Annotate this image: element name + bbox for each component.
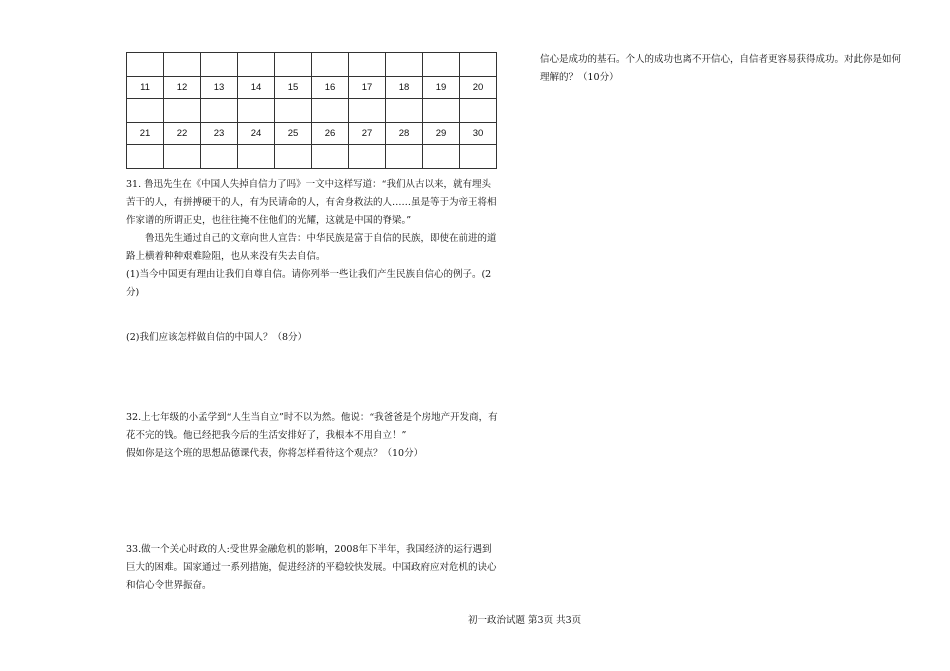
question-number-cell: 21 xyxy=(127,123,164,145)
question-31-sub2: (2)我们应该怎样做自信的中国人？（8分） xyxy=(126,332,308,343)
question-number-cell: 16 xyxy=(312,77,349,99)
right-column xyxy=(540,51,905,87)
question-number-cell: 23 xyxy=(201,123,238,145)
question-number-cell: 11 xyxy=(127,77,164,99)
question-number-cell: 28 xyxy=(386,123,423,145)
answer-cell[interactable] xyxy=(201,53,238,77)
answer-row xyxy=(127,53,497,77)
question-33-continuation: 信心是成功的基石。个人的成功也离不开信心，自信者更容易获得成功。对此你是如何理解的？（10分） xyxy=(540,54,902,83)
answer-cell[interactable] xyxy=(460,53,497,77)
question-number-cell: 12 xyxy=(164,77,201,99)
question-number-cell: 19 xyxy=(423,77,460,99)
answer-cell[interactable] xyxy=(201,145,238,169)
question-33-text: 33.做一个关心时政的人:受世界金融危机的影响，2008年下半年，我国经济的运行遇到巨大的困难。国家通过一系列措施，促进经济的平稳较快发展。中国政府应对危机的诀心和信心令世界振奋。 xyxy=(126,544,497,591)
answer-cell[interactable] xyxy=(386,99,423,123)
question-31-intro: 31. 鲁迅先生在《中国人失掉自信力了吗》一文中这样写道：“我们从古以来，就有埋头苦干的人，有拼搏硬干的人，有为民请命的人，有舍身救法的人……虽是等于为帝王将相作家谱的所谓正史，也往往掩不住他们的光耀，这就是中国的脊梁。” xyxy=(126,179,497,226)
question-number-row xyxy=(127,77,497,99)
question-number-cell: 14 xyxy=(238,77,275,99)
question-number-cell: 24 xyxy=(238,123,275,145)
answer-cell[interactable] xyxy=(423,53,460,77)
left-column xyxy=(126,52,498,595)
answer-cell[interactable] xyxy=(127,99,164,123)
answer-table xyxy=(126,52,497,169)
answer-cell[interactable] xyxy=(460,145,497,169)
question-32-text: 32.上七年级的小孟学到“人生当自立”时不以为然。他说：“我爸爸是个房地产开发商，有花不完的钱。他已经把我今后的生活安排好了，我根本不用自立！” xyxy=(126,412,498,441)
answer-cell[interactable] xyxy=(238,145,275,169)
question-number-cell: 15 xyxy=(275,77,312,99)
question-32-prompt: 假如你是这个班的思想品德课代表，你将怎样看待这个观点？（10分） xyxy=(126,448,424,459)
answer-cell[interactable] xyxy=(275,99,312,123)
answer-row xyxy=(127,99,497,123)
answer-cell[interactable] xyxy=(164,53,201,77)
question-number-cell: 27 xyxy=(349,123,386,145)
answer-cell[interactable] xyxy=(423,145,460,169)
question-number-cell: 30 xyxy=(460,123,497,145)
question-number-cell: 29 xyxy=(423,123,460,145)
answer-cell[interactable] xyxy=(386,145,423,169)
question-31-sub1: (1)当今中国更有理由让我们自尊自信。请你列举一些让我们产生民族自信心的例子。(2分) xyxy=(126,269,492,298)
answer-cell[interactable] xyxy=(312,53,349,77)
question-number-cell: 17 xyxy=(349,77,386,99)
answer-cell[interactable] xyxy=(238,99,275,123)
answer-cell[interactable] xyxy=(238,53,275,77)
answer-cell[interactable] xyxy=(349,53,386,77)
answer-cell[interactable] xyxy=(127,145,164,169)
answer-cell[interactable] xyxy=(386,53,423,77)
question-number-cell: 22 xyxy=(164,123,201,145)
question-number-cell: 13 xyxy=(201,77,238,99)
answer-cell[interactable] xyxy=(275,145,312,169)
answer-cell[interactable] xyxy=(312,145,349,169)
answer-cell[interactable] xyxy=(423,99,460,123)
answer-cell[interactable] xyxy=(275,53,312,77)
question-number-cell: 25 xyxy=(275,123,312,145)
answer-cell[interactable] xyxy=(312,99,349,123)
answer-cell[interactable] xyxy=(164,145,201,169)
answer-cell[interactable] xyxy=(460,99,497,123)
page-footer: 初一政治试题 第3页 共3页 xyxy=(468,615,582,626)
answer-cell[interactable] xyxy=(164,99,201,123)
question-31-context: 鲁迅先生通过自己的文章向世人宣告：中华民族是富于自信的民族，即使在前进的道路上横着种种艰难险阻，也从来没有失去自信。 xyxy=(126,233,497,262)
question-number-cell: 26 xyxy=(312,123,349,145)
answer-cell[interactable] xyxy=(349,99,386,123)
answer-cell[interactable] xyxy=(349,145,386,169)
question-number-cell: 20 xyxy=(460,77,497,99)
answer-cell[interactable] xyxy=(127,53,164,77)
question-number-cell: 18 xyxy=(386,77,423,99)
answer-cell[interactable] xyxy=(201,99,238,123)
question-number-row xyxy=(127,123,497,145)
answer-row xyxy=(127,145,497,169)
